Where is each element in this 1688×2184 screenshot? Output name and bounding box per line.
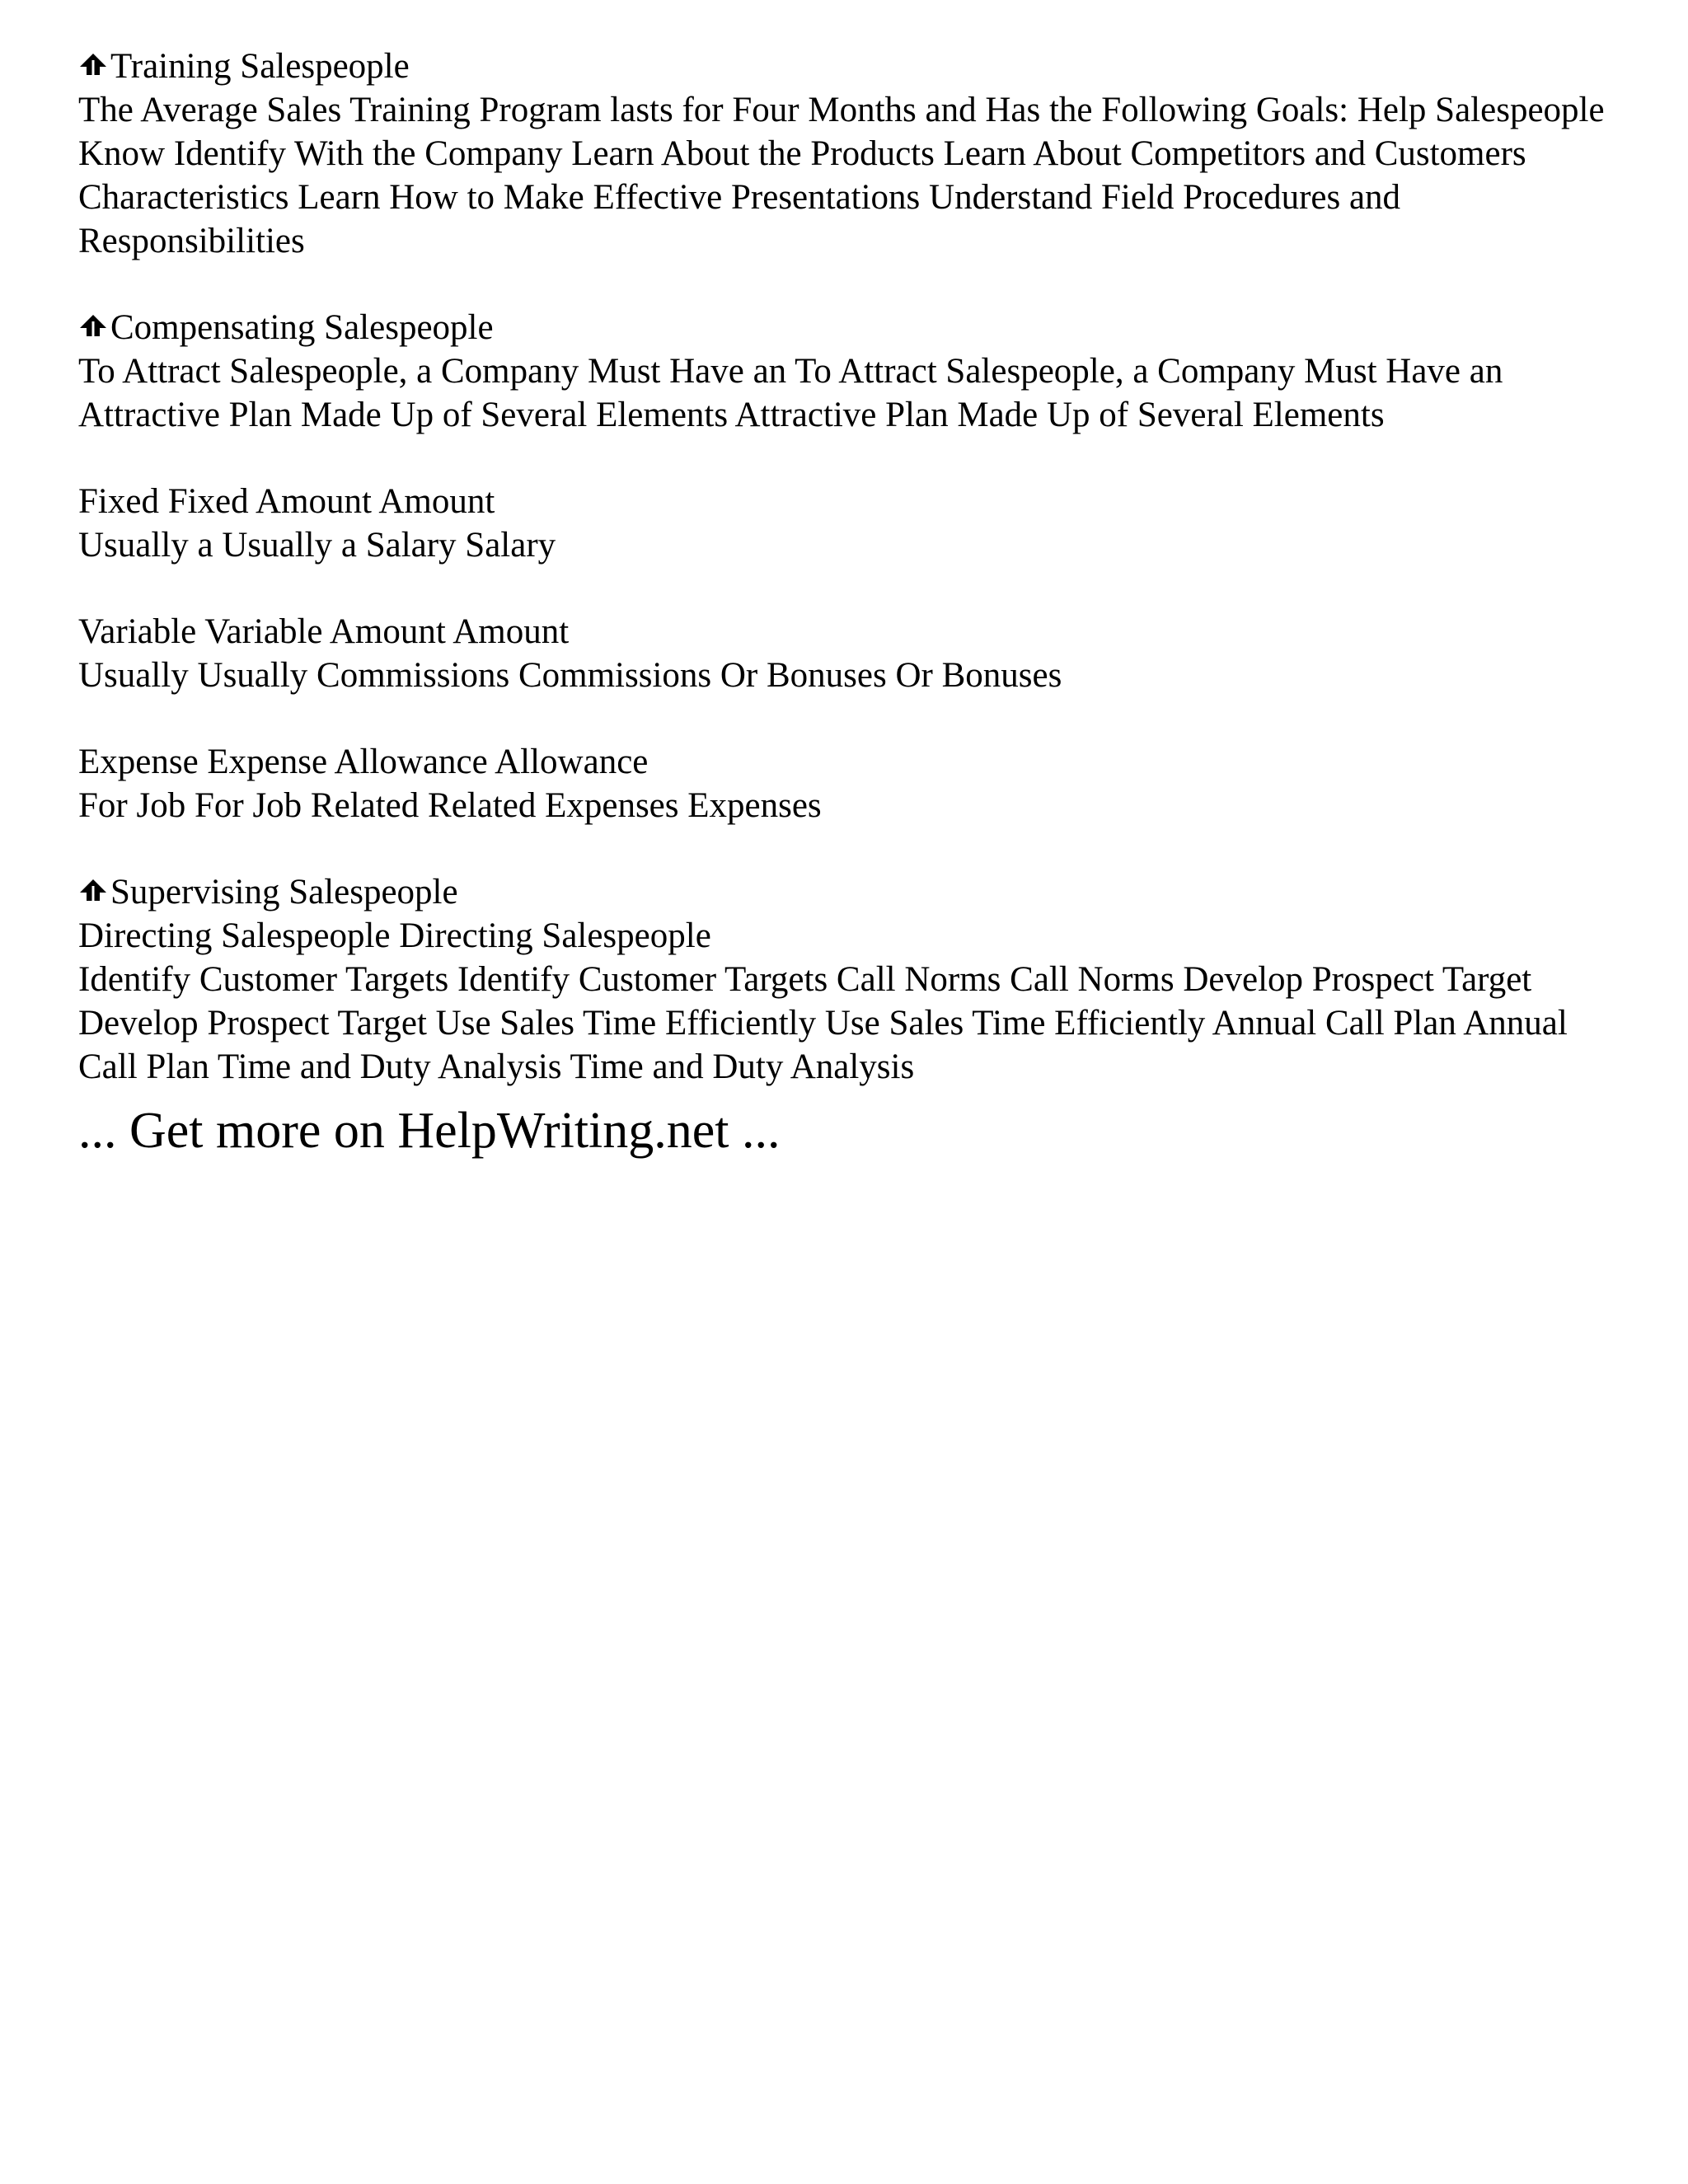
section-heading-compensating — [78, 306, 1628, 349]
section-body: Identify Customer Targets Identify Customer Targets Call Norms Call Norms Develop Prospect Target Develop Prospect Target Use Sales Time Efficiently Use Sales Time Efficiently Annual Call Plan Annual Call Plan Time and Duty Analysis Time and Duty Analysis — [78, 960, 1568, 1086]
section-body: To Attract Salespeople, a Company Must Have an To Attract Salespeople, a Company Must Have an Attractive Plan Made Up of Several Elements Attractive Plan Made Up of Several Elements — [78, 352, 1503, 434]
get-more-link[interactable]: ... Get more on HelpWriting.net ... — [78, 1103, 781, 1159]
up-arrow-icon — [78, 312, 108, 341]
pair-expense — [78, 740, 1628, 827]
section-compensating — [78, 306, 1628, 437]
section-body: The Average Sales Training Program lasts for Four Months and Has the Following Goals: Help Salespeople Know Identify With the Company Learn About the Products Learn About Competitors and Customers Characteristics Learn How to Make Effective Presentations Understand Field Procedures and Responsibilities — [78, 91, 1605, 260]
section-heading-text: Supervising Salespeople — [110, 873, 458, 912]
up-arrow-icon — [78, 50, 108, 80]
section-heading-text: Compensating Salespeople — [110, 308, 494, 347]
document-page — [78, 45, 1628, 1161]
section-subheading: Directing Salespeople Directing Salespeople — [78, 916, 711, 955]
section-heading-training — [78, 45, 1628, 88]
section-heading-supervising — [78, 870, 1628, 914]
section-heading-text: Training Salespeople — [110, 47, 410, 86]
pair-fixed — [78, 480, 1628, 567]
section-supervising — [78, 870, 1628, 1089]
pair-detail: Usually a Usually a Salary Salary — [78, 526, 556, 565]
pair-variable — [78, 610, 1628, 697]
pair-title: Fixed Fixed Amount Amount — [78, 482, 495, 521]
section-training — [78, 45, 1628, 263]
pair-detail: Usually Usually Commissions Commissions Or Bonuses Or Bonuses — [78, 656, 1062, 695]
up-arrow-icon — [78, 876, 108, 906]
pair-detail: For Job For Job Related Related Expenses Expenses — [78, 786, 822, 825]
pair-title: Variable Variable Amount Amount — [78, 612, 570, 651]
pair-title: Expense Expense Allowance Allowance — [78, 743, 649, 781]
